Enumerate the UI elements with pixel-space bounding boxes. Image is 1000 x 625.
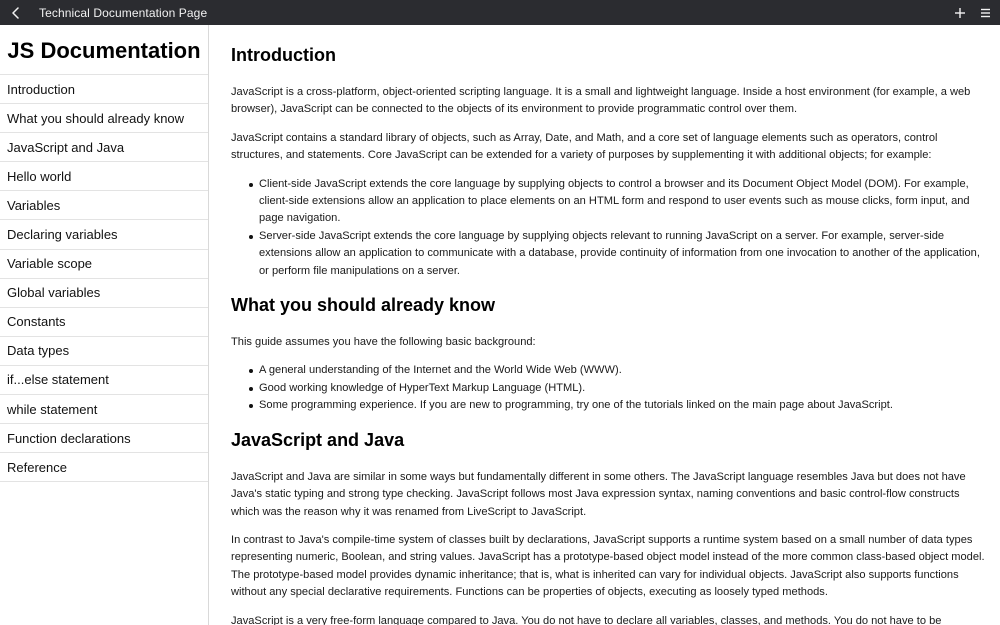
list-item: Client-side JavaScript extends the core language by supplying objects to control a browser and its Document Object Model (DOM). For example, client-side extensions allow an application to place elements on an HTML form and respond to user events such as mouse clicks, form input, and page navigation. [231,176,986,228]
sidebar-title: JS Documentation [7,38,201,63]
list-item: Some programming experience. If you are new to programming, try one of the tutorials linked on the main page about JavaScript. [231,397,986,414]
nav-list [0,74,208,482]
list-item: Server-side JavaScript extends the core language by supplying objects relevant to running JavaScript on a server. For example, server-side extensions allow an application to communicate with a database, provide continuity of information from one invocation to another of the application, or perform file manipulations on a server. [231,228,986,280]
nav-link-javascript-and-java[interactable]: JavaScript and Java [0,133,208,162]
paragraph: In contrast to Java's compile-time system of classes built by declarations, JavaScript supports a runtime system based on a small number of data types representing numeric, Boolean, and string values. JavaScript has a prototype-based object model instead of the more common class-based object model. The prototype-based model provides dynamic inheritance; that is, what is inherited can vary for individual objects. JavaScript also supports functions without any special declarative requirements. Functions can be properties of objects, executing as loosely typed methods. [231,533,985,599]
bullet-list [231,362,986,414]
back-button[interactable] [1,0,31,25]
section-heading: Introduction [231,45,336,65]
sidebar [0,25,209,625]
list-item: A general understanding of the Internet and the World Wide Web (WWW). [231,362,986,379]
nav-link-function-declarations[interactable]: Function declarations [0,424,208,453]
nav-link-if-else-statement[interactable]: if...else statement [0,366,208,395]
paragraph: JavaScript contains a standard library of objects, such as Array, Date, and Math, and a core set of language elements such as operators, control structures, and statements. Core JavaScript can be extended for a variety of purposes by supplementing it with additional objects; for example: [231,131,938,162]
nav-link-constants[interactable]: Constants [0,308,208,337]
nav-link-data-types[interactable]: Data types [0,337,208,366]
nav-link-what-you-should-already-know[interactable]: What you should already know [0,104,208,133]
title-bar [0,0,1000,25]
paragraph: JavaScript and Java are similar in some ways but fundamentally different in some others. The JavaScript language resembles Java but does not have Java's static typing and strong type checking. JavaScript follows most Java expression syntax, naming conventions and basic control-flow constructs which was the reason why it was renamed from LiveScript to JavaScript. [231,470,966,518]
list-item: Good working knowledge of HyperText Markup Language (HTML). [231,380,986,397]
menu-button[interactable] [972,0,998,25]
bullet-list [231,176,986,280]
chevron-left-icon [11,7,21,19]
nav-link-reference[interactable]: Reference [0,453,208,482]
nav-link-hello-world[interactable]: Hello world [0,162,208,191]
window-title: Technical Documentation Page [39,5,208,20]
section-heading: What you should already know [231,295,496,316]
nav-link-while-statement[interactable]: while statement [0,395,208,424]
hamburger-menu-icon [980,8,991,18]
plus-icon [954,7,966,19]
nav-link-variable-scope[interactable]: Variable scope [0,250,208,279]
section-what-you-should-already-know [231,295,986,415]
paragraph: JavaScript is a very free-form language compared to Java. You do not have to declare all variables, classes, and methods. You do not have to be [231,614,942,625]
nav-link-variables[interactable]: Variables [0,191,208,220]
main-content [231,25,986,625]
section-heading: JavaScript and Java [231,429,405,450]
add-button[interactable] [948,0,972,25]
paragraph: This guide assumes you have the following basic background: [231,336,536,349]
nav-link-global-variables[interactable]: Global variables [0,279,208,308]
nav-link-declaring-variables[interactable]: Declaring variables [0,220,208,249]
section-javascript-and-java [231,430,986,625]
paragraph: JavaScript is a cross-platform, object-oriented scripting language. It is a small and lightweight language. Inside a host environment (for example, a web browser), JavaScript can be connected to the objects of its environment to provide programmatic control over them. [231,86,971,116]
nav-link-introduction[interactable]: Introduction [0,75,208,104]
section-introduction [231,45,986,280]
